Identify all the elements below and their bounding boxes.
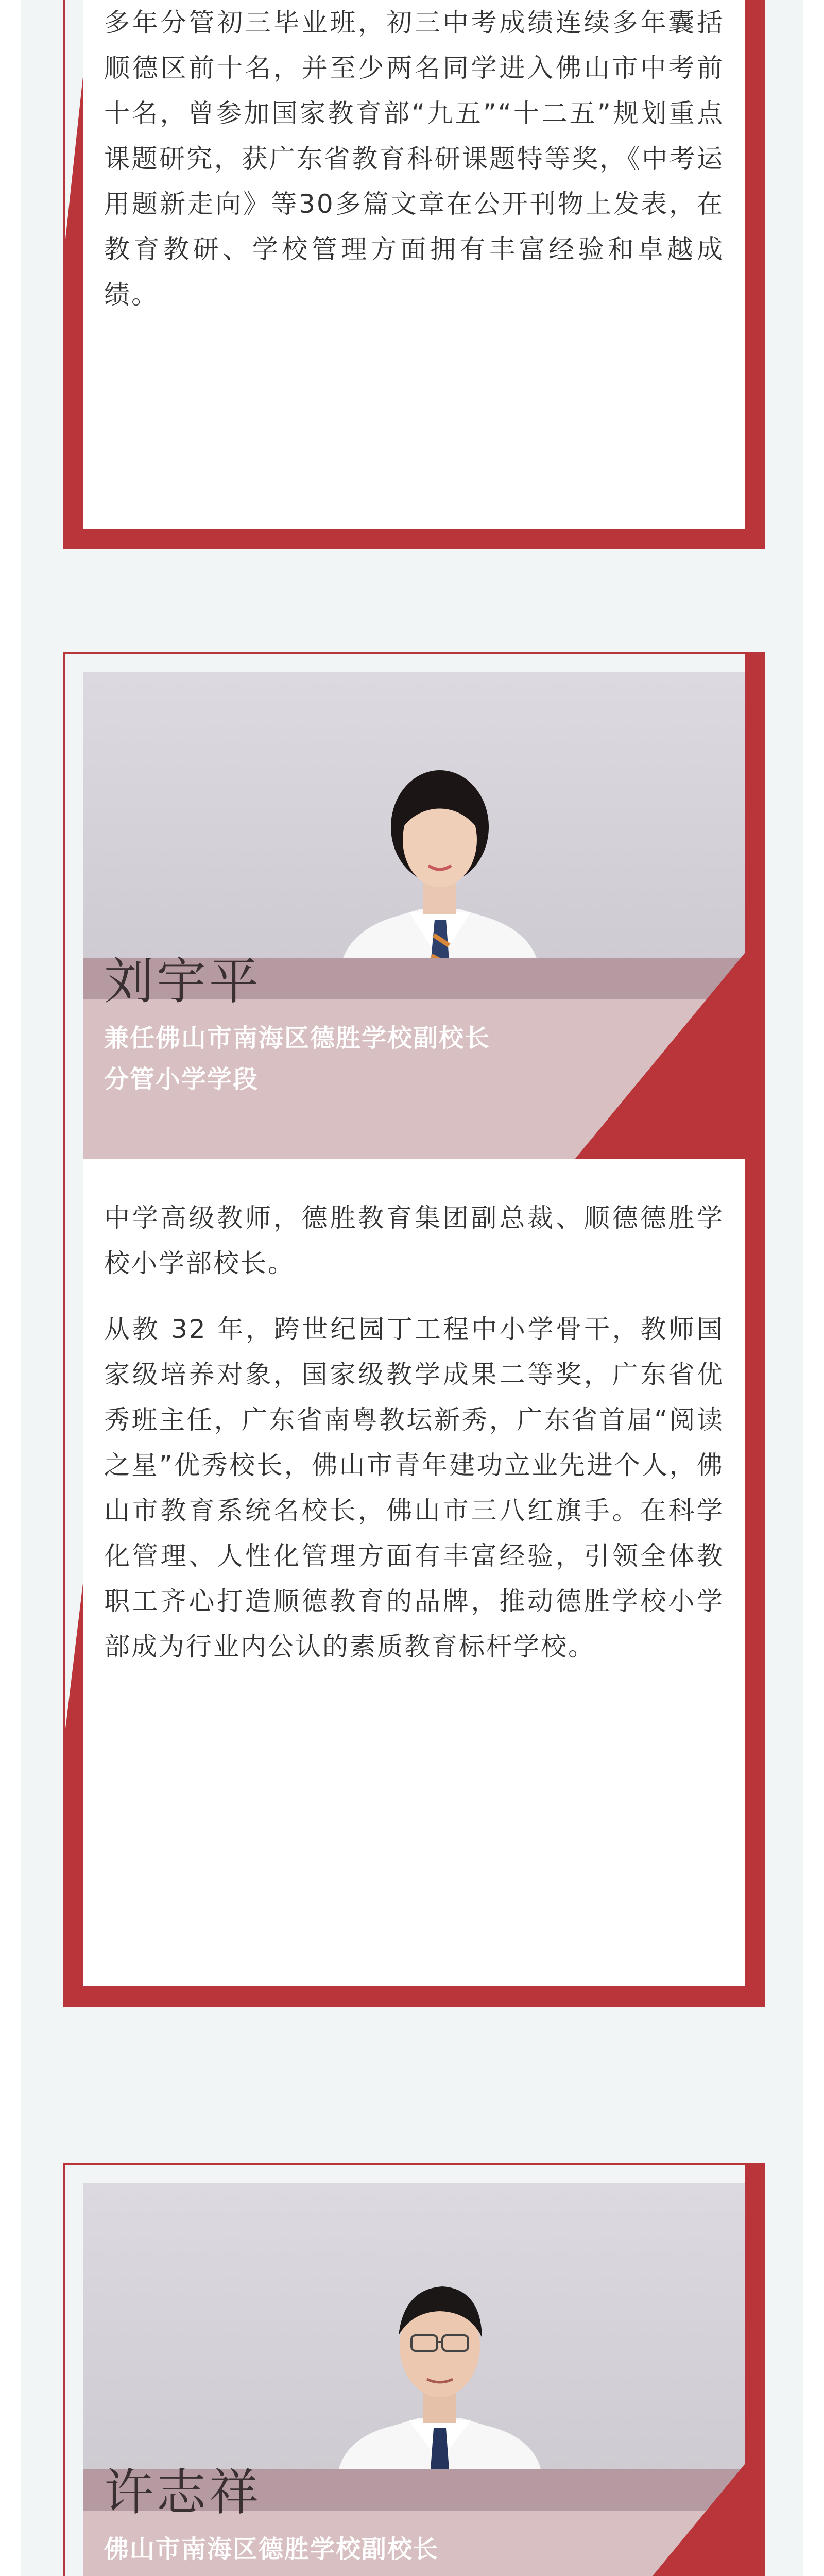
bio-text (104, 0, 724, 317)
page (21, 0, 803, 2576)
bio-paragraph: 多年分管初三毕业班，初三中考成绩连续多年囊括顺德区前十名，并至少两名同学进入佛山市中考前十名，曾参加国家教育部“九五”“十二五”规划重点课题研究，获广东省教育科研课题特等奖，《中考运用题新走向》等30多篇文章在公开刊物上发表，在教育教研、学校管理方面拥有丰富经验和卓越成绩。 (104, 8, 724, 310)
person-role: 佛山市南海区德胜学校副校长 (104, 2535, 439, 2564)
card-accent-bar (745, 0, 765, 549)
profile-card-1 (63, 0, 765, 549)
person-role-duty: 分管小学学段 (104, 1065, 259, 1094)
person-role: 兼任佛山市南海区德胜学校副校长 (104, 1024, 491, 1053)
card-accent-bar (63, 529, 765, 549)
person-name: 刘宇平 (104, 953, 262, 1010)
profile-card-liu-yuping (63, 652, 765, 2007)
portrait-area (83, 2183, 745, 2576)
portrait-photo (332, 2230, 548, 2511)
person-role-duty (104, 2570, 259, 2576)
bio-paragraph: 中学高级教师，德胜教育集团副总裁、顺德德胜学校小学部校长。 (104, 1203, 724, 1278)
person-name: 许志祥 (104, 2464, 262, 2521)
card-accent-bar (745, 2163, 765, 2576)
card-accent-bar (745, 652, 765, 2007)
portrait-photo (332, 719, 548, 999)
portrait-area (83, 672, 745, 1159)
card-body (83, 0, 745, 529)
card-body (83, 672, 745, 1986)
card-body (83, 2183, 745, 2576)
bio-text (104, 1195, 724, 1669)
bio-paragraph: 从教 32 年，跨世纪园丁工程中小学骨干，教师国家级培养对象，国家级教学成果二等奖，广东省优秀班主任，广东省南粤教坛新秀，广东省首届“阅读之星”优秀校长，佛山市青年建功立业先进个人，佛山市教育系统名校长，佛山市三八红旗手。在科学化管理、人性化管理方面有丰富经验，引领全体教职工齐心打造顺德教育的品牌，推动德胜学校小学部成为行业内公认的素质教育标杆学校。 (104, 1314, 724, 1662)
card-accent-bar (63, 1986, 765, 2007)
profile-card-xu-zhixiang (63, 2163, 765, 2576)
